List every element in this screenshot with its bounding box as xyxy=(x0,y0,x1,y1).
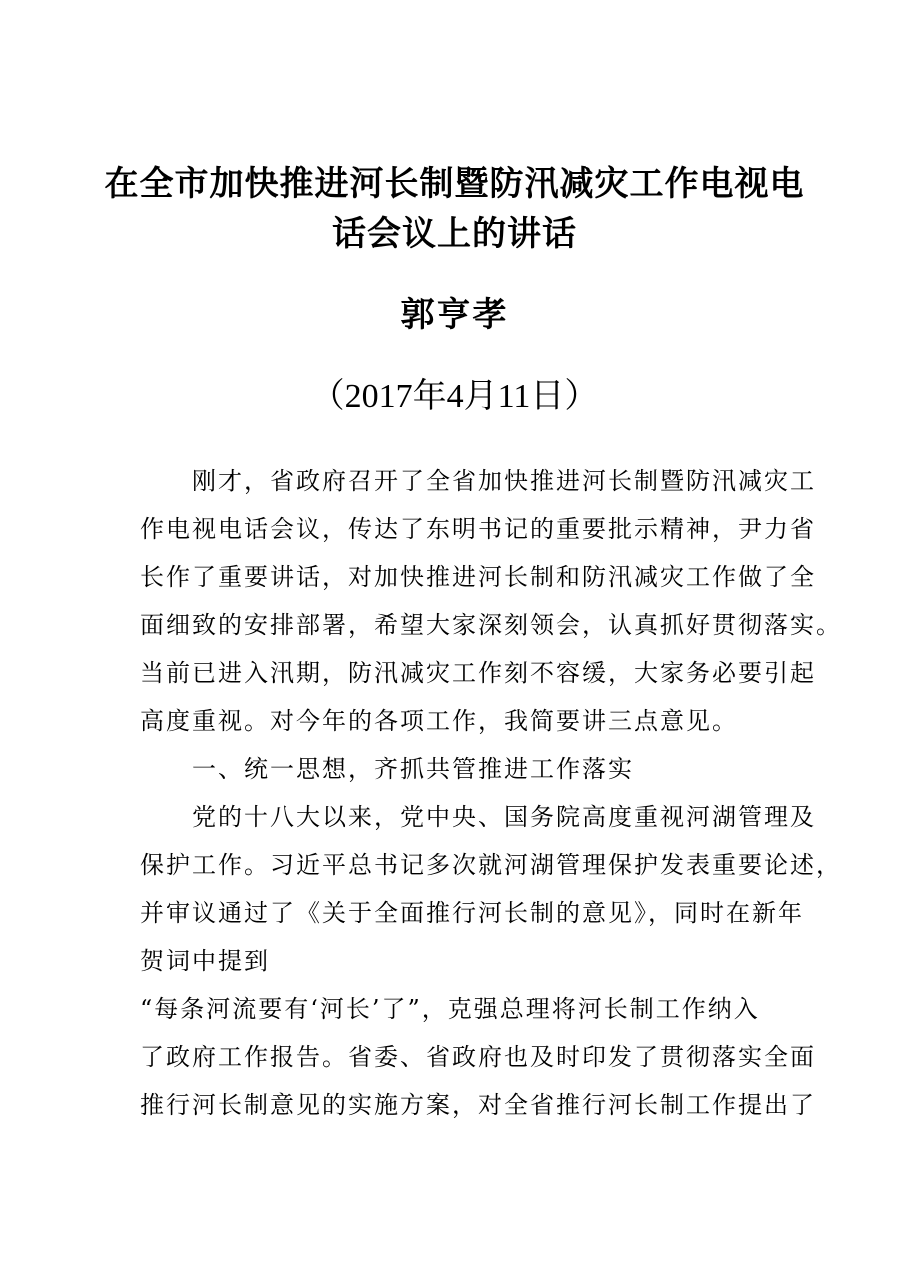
title-line-1: 在全市加快推进河长制暨防汛减灾工作电视电 xyxy=(104,164,805,204)
body-line: 面细致的安排部署，希望大家深刻领会，认真抓好贯彻落实。 xyxy=(140,611,842,639)
body-line: 并审议通过了《关于全面推行河长制的意见》，同时在新年 xyxy=(140,899,804,927)
body-line: 党的十八大以来，党中央、国务院高度重视河湖管理及 xyxy=(140,803,816,831)
body-line: 作电视电话会议，传达了东明书记的重要批示精神，尹力省 xyxy=(140,515,816,543)
author: 郭亨孝 xyxy=(400,295,509,335)
body-line: 保护工作。习近平总书记多次就河湖管理保护发表重要论述， xyxy=(140,851,842,879)
body-line: 贺词中提到 xyxy=(140,947,270,975)
body-line: 长作了重要讲话，对加快推进河长制和防汛减灾工作做了全 xyxy=(140,563,816,591)
body-line: 推行河长制意见的实施方案，对全省推行河长制工作提出了 xyxy=(140,1091,816,1119)
body-line: 了政府工作报告。省委、省政府也及时印发了贯彻落实全面 xyxy=(140,1043,816,1071)
section-heading: 一、统一思想，齐抓共管推进工作落实 xyxy=(140,755,634,783)
body-line: 当前已进入汛期，防汛减灾工作刻不容缓，大家务必要引起 xyxy=(140,659,816,687)
body-line: “每条河流要有‘河长’了”，克强总理将河长制工作纳入 xyxy=(140,995,760,1023)
body-line: 刚才，省政府召开了全省加快推进河长制暨防汛减灾工 xyxy=(140,467,816,495)
speech-date: （2017年4月11日） xyxy=(310,378,599,415)
title-line-2: 话会议上的讲话 xyxy=(332,214,577,254)
body-line: 高度重视。对今年的各项工作，我简要讲三点意见。 xyxy=(140,707,738,735)
